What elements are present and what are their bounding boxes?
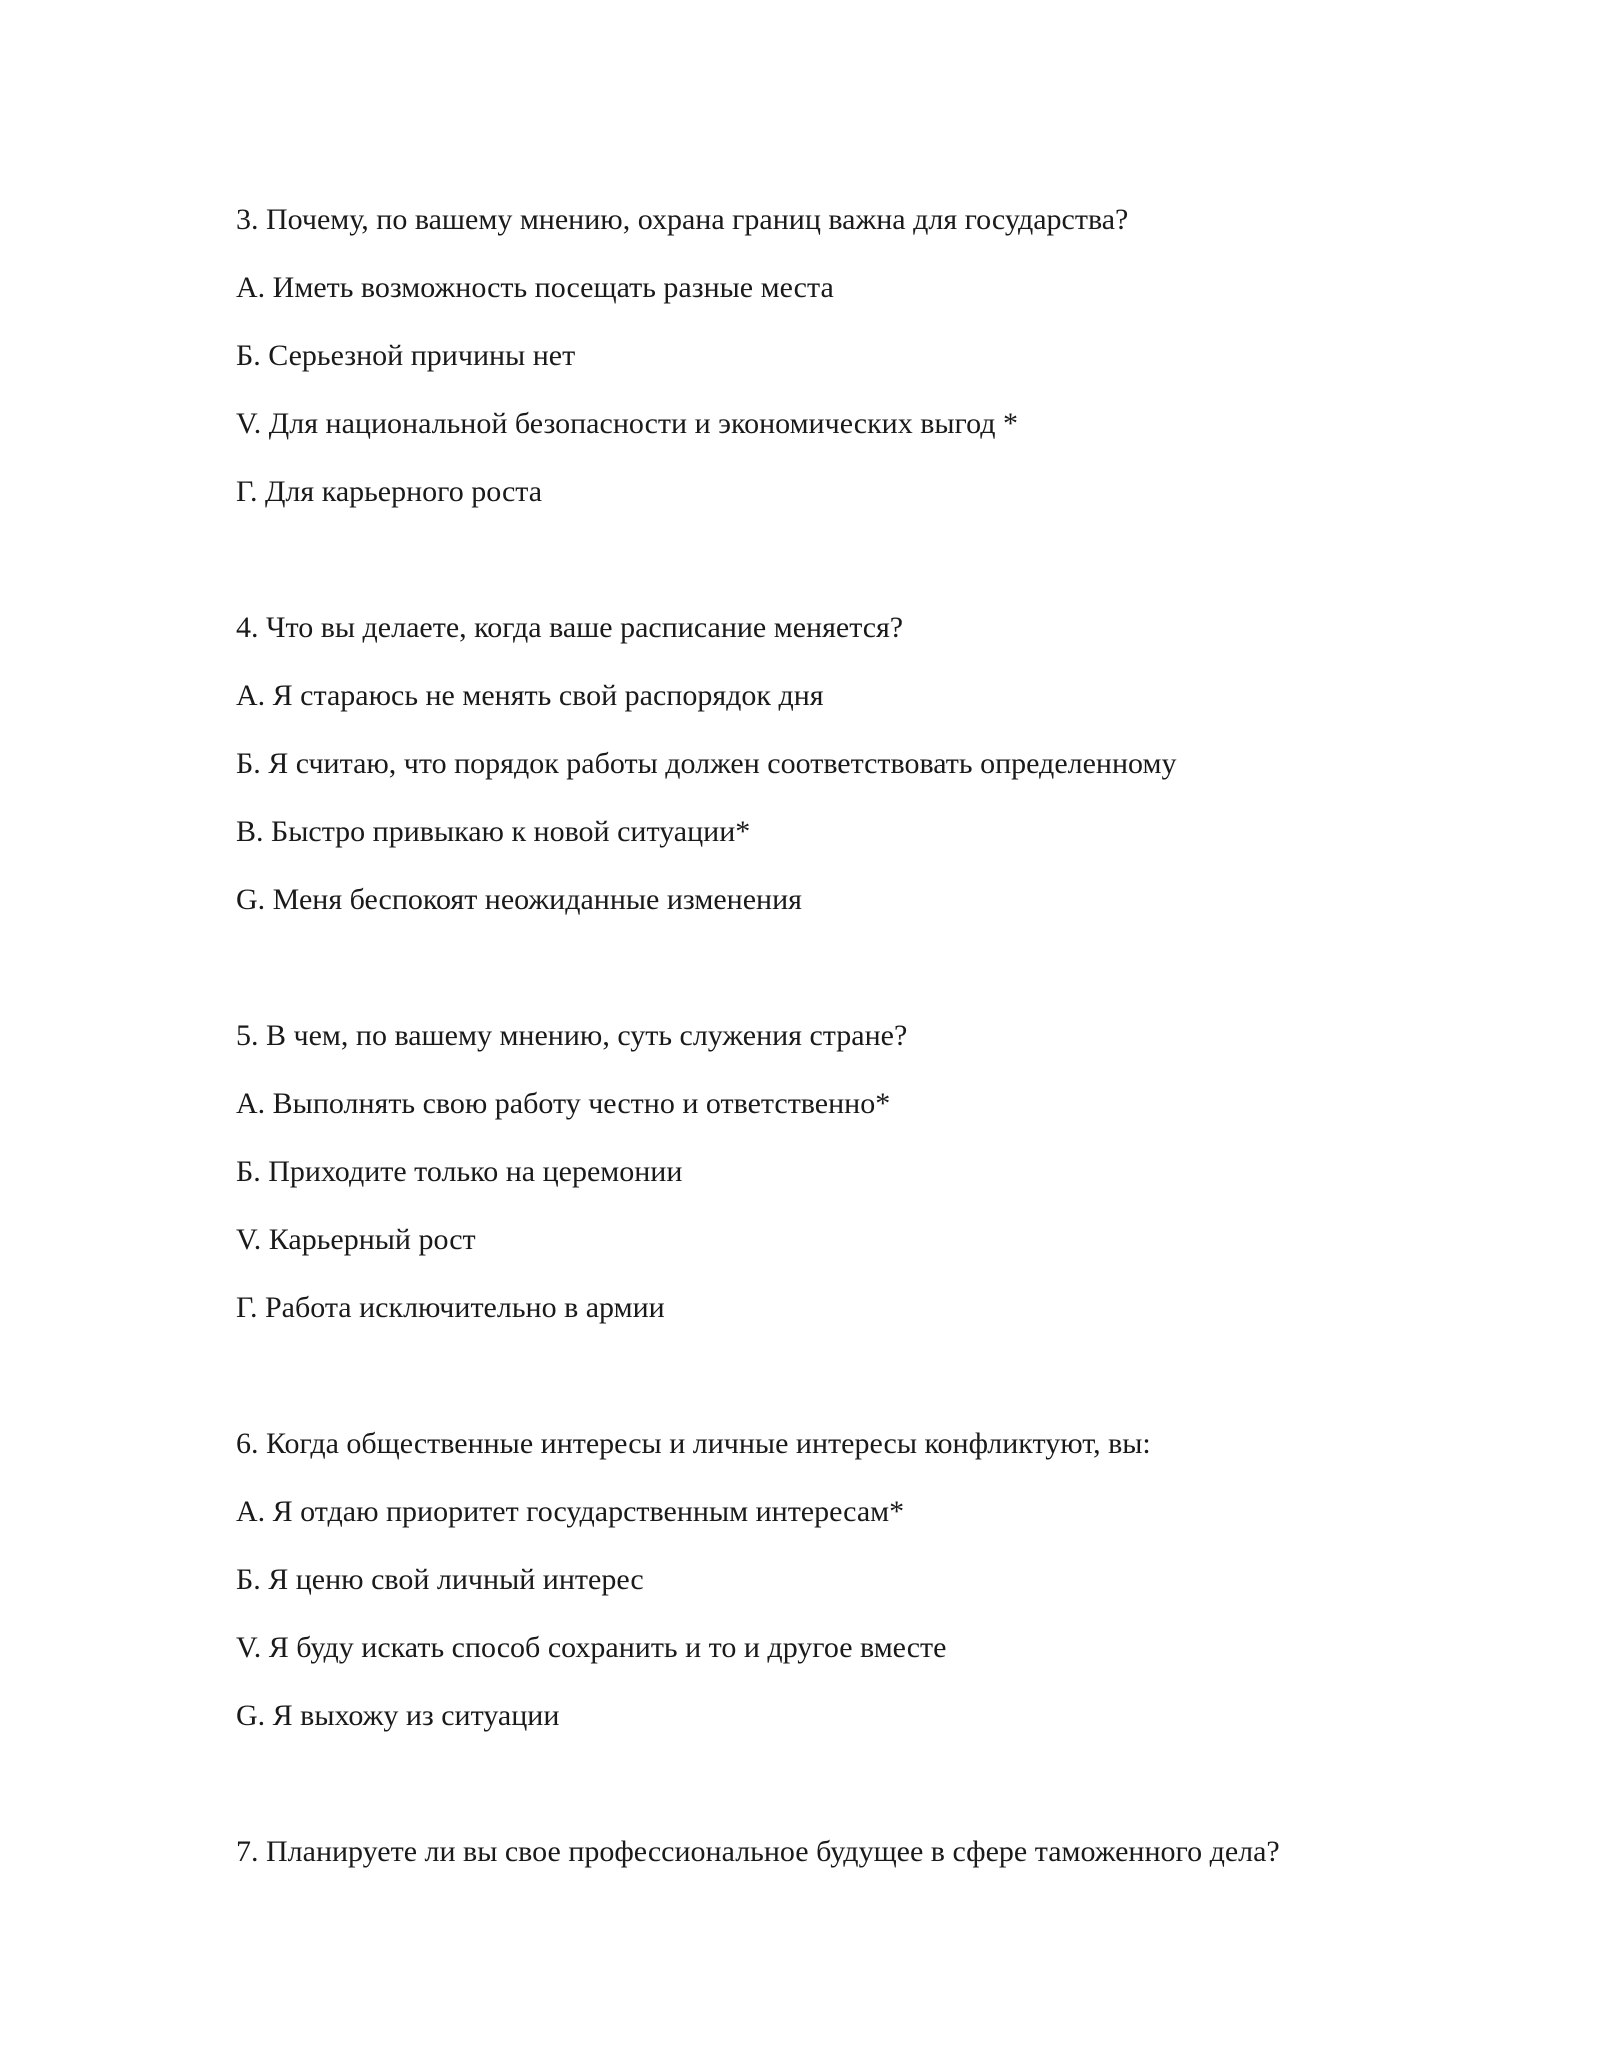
- answer-option: А. Я стараюсь не менять свой распорядок дня: [236, 679, 824, 712]
- answer-option: Г. Для карьерного роста: [236, 475, 543, 508]
- answer-option: Б. Я ценю свой личный интерес: [236, 1563, 644, 1596]
- answer-option: А. Я отдаю приоритет государственным интересам*: [236, 1495, 905, 1528]
- question-5: [236, 1002, 1496, 1342]
- question-text: 3. Почему, по вашему мнению, охрана границ важна для государства?: [236, 203, 1129, 236]
- question-text: 4. Что вы делаете, когда ваше расписание меняется?: [236, 611, 904, 644]
- answer-option: Б. Я считаю, что порядок работы должен соответствовать определенному: [236, 747, 1177, 780]
- question-6: [236, 1410, 1496, 1750]
- answer-option: V. Карьерный рост: [236, 1223, 476, 1256]
- answer-option: Г. Работа исключительно в армии: [236, 1291, 665, 1324]
- answer-option: G. Меня беспокоят неожиданные изменения: [236, 883, 802, 916]
- answer-option: V. Для национальной безопасности и экономических выгод *: [236, 407, 1018, 440]
- question-text: 7. Планируете ли вы свое профессиональное будущее в сфере таможенного дела?: [236, 1835, 1280, 1868]
- answer-option: Б. Приходите только на церемонии: [236, 1155, 683, 1188]
- question-3: [236, 186, 1496, 526]
- answer-option: G. Я выхожу из ситуации: [236, 1699, 560, 1732]
- answer-option: В. Быстро привыкаю к новой ситуации*: [236, 815, 751, 848]
- answer-option: Б. Серьезной причины нет: [236, 339, 576, 372]
- question-text: 5. В чем, по вашему мнению, суть служения стране?: [236, 1019, 908, 1052]
- answer-option: V. Я буду искать способ сохранить и то и другое вместе: [236, 1631, 947, 1664]
- question-7: [236, 1818, 1496, 1886]
- question-4: [236, 594, 1496, 934]
- question-text: 6. Когда общественные интересы и личные интересы конфликтуют, вы:: [236, 1427, 1151, 1460]
- answer-option: А. Выполнять свою работу честно и ответственно*: [236, 1087, 891, 1120]
- questionnaire: [236, 186, 1496, 1954]
- answer-option: А. Иметь возможность посещать разные места: [236, 271, 834, 304]
